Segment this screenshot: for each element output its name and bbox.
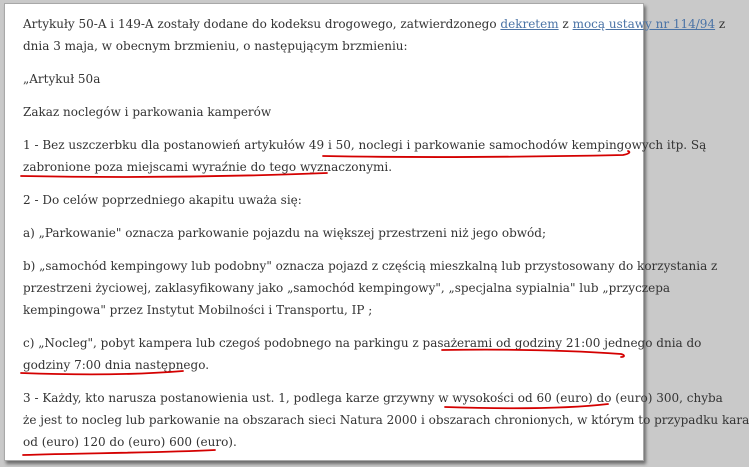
paragraph-1-line-2: zabronione poza miejscami wyraźnie do tego wyznaczonymi. [23, 160, 393, 174]
paragraph-3-line-2: że jest to nocleg lub parkowanie na obszarach sieci Natura 2000 i obszarach chronionych, w którym to przypadku kara [23, 413, 749, 427]
decree-link[interactable]: dekretem [500, 17, 559, 31]
paragraph-3 [23, 387, 749, 453]
law-114-94-link[interactable]: mocą ustawy nr 114/94 [572, 17, 716, 31]
intro-line-2: dnia 3 maja, w obecnym brzmieniu, o następującym brzmieniu: [23, 39, 408, 53]
intro-line-1 [23, 13, 726, 35]
intro-paragraph [23, 13, 726, 57]
paragraph-a: a) „Parkowanie" oznacza parkowanie pojazdu na większej przestrzeni niż jego obwód; [23, 226, 546, 240]
intro-text-start: Artykuły 50-A i 149-A zostały dodane do kodeksu drogowego, zatwierdzonego [23, 17, 501, 31]
paragraph-b-line-1: b) „samochód kempingowy lub podobny" oznacza pojazd z częścią mieszkalną lub przystosowany do korzystania z [23, 259, 718, 273]
intro-text-after: z [715, 17, 726, 31]
paragraph-1 [23, 134, 707, 178]
paragraph-1-line-1: 1 - Bez uszczerbku dla postanowień artykułów 49 i 50, noclegi i parkowanie samochodów kempingowych itp. Są [23, 138, 707, 152]
paragraph-3-line-1: 3 - Każdy, kto narusza postanowienia ust. 1, podlega karze grzywny w wysokości od 60 (euro) do (euro) 300, chyba [23, 391, 723, 405]
paragraph-b [23, 255, 718, 321]
paragraph-b-line-3: kempingowa" przez Instytut Mobilności i Transportu, IP ; [23, 303, 373, 317]
article-content [23, 13, 749, 464]
paragraph-b-line-2: przestrzeni życiowej, zaklasyfikowany jako „samochód kempingowy", „specjalna sypialnia" lub „przyczepa [23, 281, 671, 295]
paragraph-c-line-2: godziny 7:00 dnia następnego. [23, 358, 210, 372]
article-heading: „Artykuł 50a [23, 72, 101, 86]
paragraph-3-line-3: od (euro) 120 do (euro) 600 (euro). [23, 435, 237, 449]
article-panel [4, 3, 749, 461]
article-title: Zakaz noclegów i parkowania kamperów [23, 105, 272, 119]
paragraph-c [23, 332, 702, 376]
paragraph-2: 2 - Do celów poprzedniego akapitu uważa się: [23, 193, 302, 207]
intro-text-between: z [558, 17, 573, 31]
paragraph-c-line-1: c) „Nocleg", pobyt kampera lub czegoś podobnego na parkingu z pasażerami od godziny 21:00 jednego dnia do [23, 336, 702, 350]
